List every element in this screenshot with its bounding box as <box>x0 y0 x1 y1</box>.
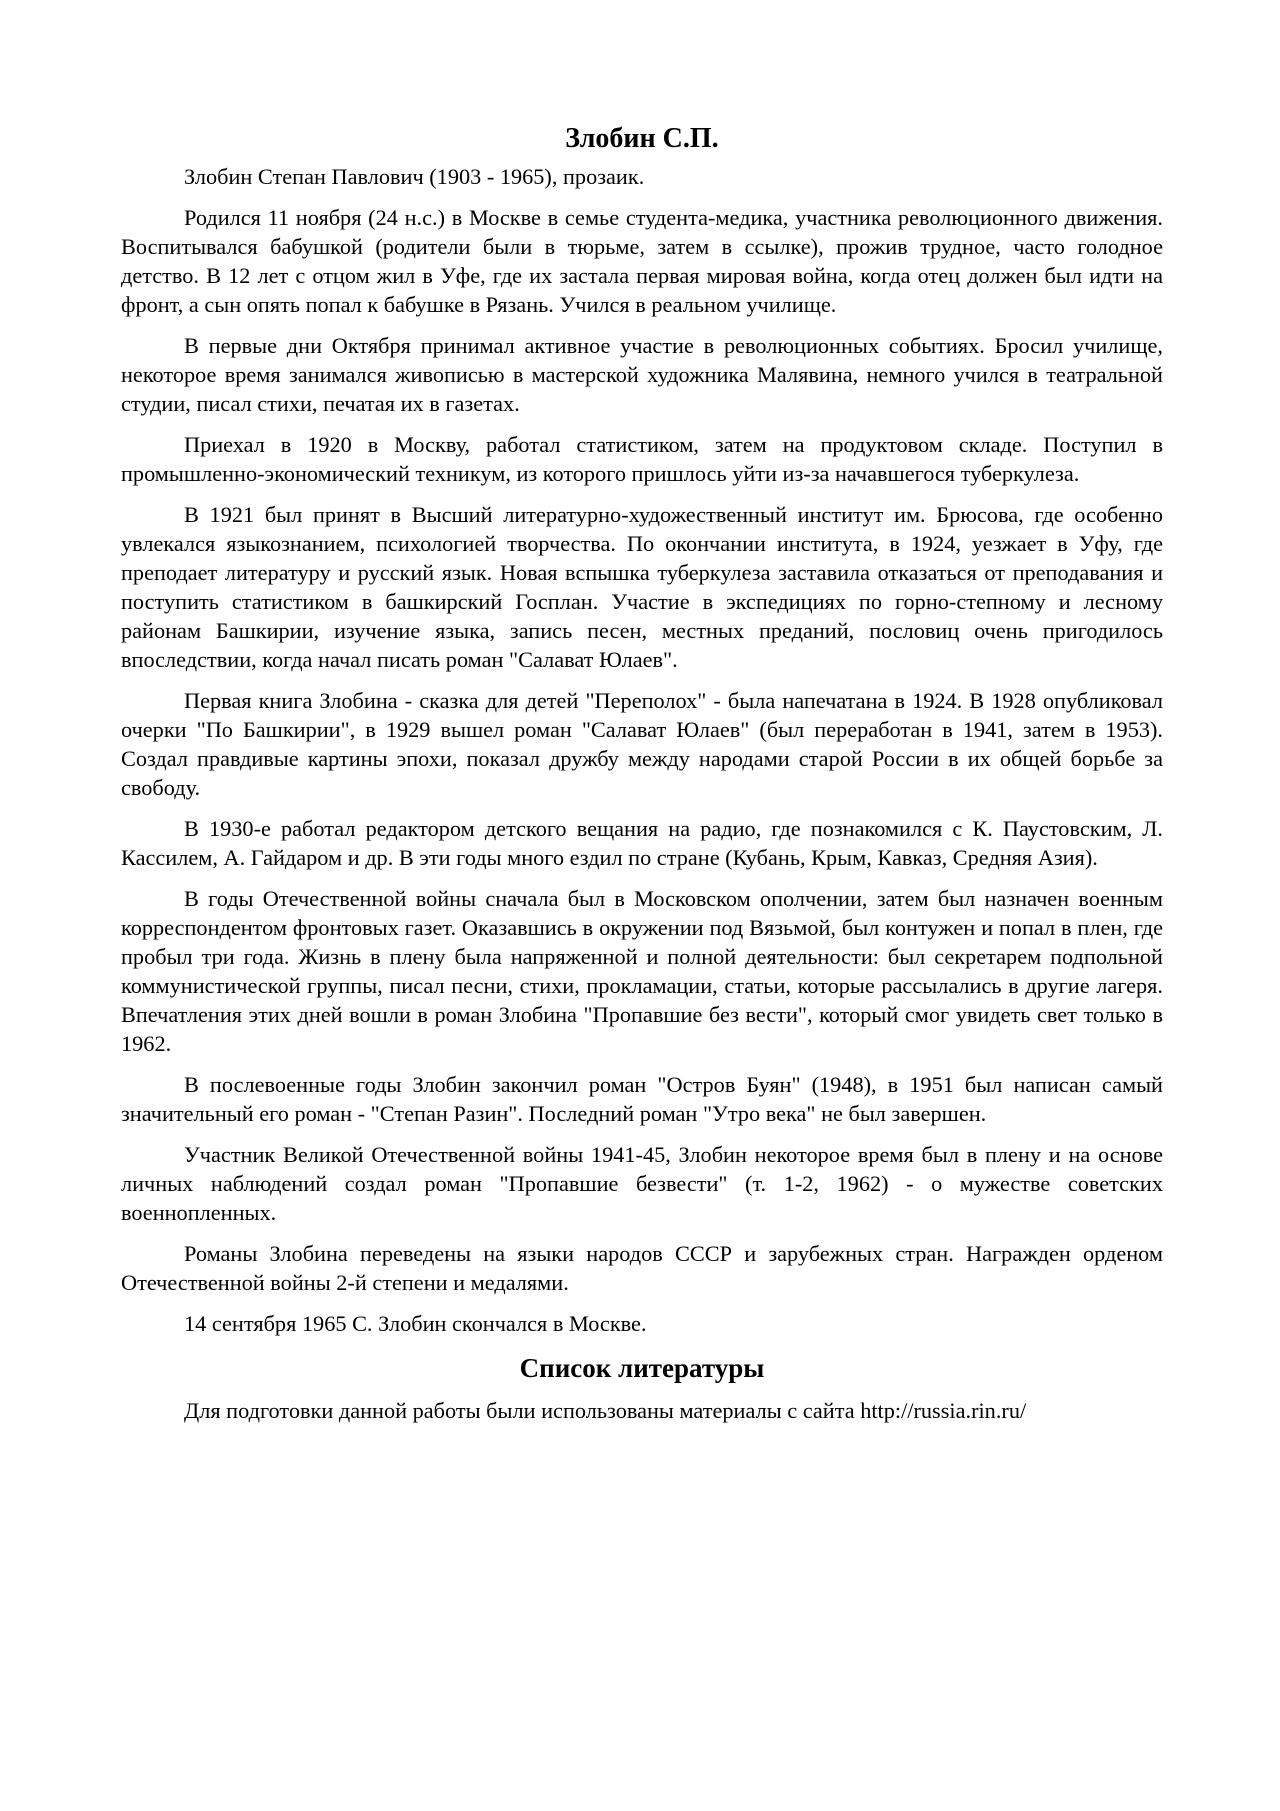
paragraph-war-years: В годы Отечественной войны сначала был в Московском ополчении, затем был назначен военным корреспондентом фронтовых газет. Оказавшись в окружении под Вязьмой, был контужен и попал в плен, где пробыл три года. Жизнь в плену была напряженной и полной деятельности: был секретарем подпольной коммунистической группы, писал песни, стихи, прокламации, статьи, которые рассылались в другие лагеря. Впечатления этих дней вошли в роман Злобина "Пропавшие без вести", который смог увидеть свет только в 1962. <box>121 886 1163 1056</box>
paragraph-moscow-1920: Приехал в 1920 в Москву, работал статистиком, затем на продуктовом складе. Поступил в промышленно-экономический техникум, из которого пришлось уйти из-за начавшегося туберкулеза. <box>121 432 1163 486</box>
paragraph-war-participant: Участник Великой Отечественной войны 1941-45, Злобин некоторое время был в плену и на основе личных наблюдений создал роман "Пропавшие безвести" (т. 1-2, 1962) - о мужестве советских военнопленных. <box>121 1142 1163 1225</box>
paragraph-birth: Родился 11 ноября (24 н.с.) в Москве в семье студента-медика, участника революционного движения. Воспитывался бабушкой (родители были в тюрьме, затем в ссылке), прожив трудное, часто голодное детство. В 12 лет с отцом жил в Уфе, где их застала первая мировая война, когда отец должен был идти на фронт, а сын опять попал к бабушке в Рязань. Учился в реальном училище. <box>121 205 1163 317</box>
paragraph-death: 14 сентября 1965 С. Злобин скончался в Москве. <box>184 1311 647 1336</box>
paragraph-radio-1930s: В 1930-е работал редактором детского вещания на радио, где познакомился с К. Паустовским, Л. Кассилем, А. Гайдаром и др. В эти годы много ездил по стране (Кубань, Крым, Кавказ, Средняя Азия). <box>121 816 1163 870</box>
paragraph-intro: Злобин Степан Павлович (1903 - 1965), прозаик. <box>184 164 645 189</box>
paragraph-institute-1921: В 1921 был принят в Высший литературно-художественный институт им. Брюсова, где особенно увлекался языкознанием, психологией творчества. По окончании института, в 1924, уезжает в Уфу, где преподает литературу и русский язык. Новая вспышка туберкулеза заставила отказаться от преподавания и поступить статистиком в башкирский Госплан. Участие в экспедициях по горно-степному и лесному районам Башкирии, изучение языка, запись песен, местных преданий, пословиц очень пригодилось впоследствии, когда начал писать роман "Салават Юлаев". <box>121 502 1163 672</box>
paragraph-first-book: Первая книга Злобина - сказка для детей "Переполох" - была напечатана в 1924. В 1928 опубликовал очерки "По Башкирии", в 1929 вышел роман "Салават Юлаев" (был переработан в 1941, затем в 1953). Создал правдивые картины эпохи, показал дружбу между народами старой России в их общей борьбе за свободу. <box>121 688 1163 800</box>
paragraph-postwar: В послевоенные годы Злобин закончил роман "Остров Буян" (1948), в 1951 был написан самый значительный его роман - "Степан Разин". Последний роман "Утро века" не был завершен. <box>121 1072 1163 1126</box>
references-text: Для подготовки данной работы были использованы материалы с сайта http://russia.rin.ru/ <box>184 1398 1027 1423</box>
references-title: Список литературы <box>519 1353 765 1383</box>
document-body <box>121 122 1163 1437</box>
paragraph-translations: Романы Злобина переведены на языки народов СССР и зарубежных стран. Награжден орденом Отечественной войны 2-й степени и медалями. <box>121 1241 1163 1295</box>
paragraph-october: В первые дни Октября принимал активное участие в революционных событиях. Бросил училище, некоторое время занимался живописью в мастерской художника Малявина, немного учился в театральной студии, писал стихи, печатая их в газетах. <box>121 333 1163 416</box>
page-title: Злобин С.П. <box>565 123 719 154</box>
